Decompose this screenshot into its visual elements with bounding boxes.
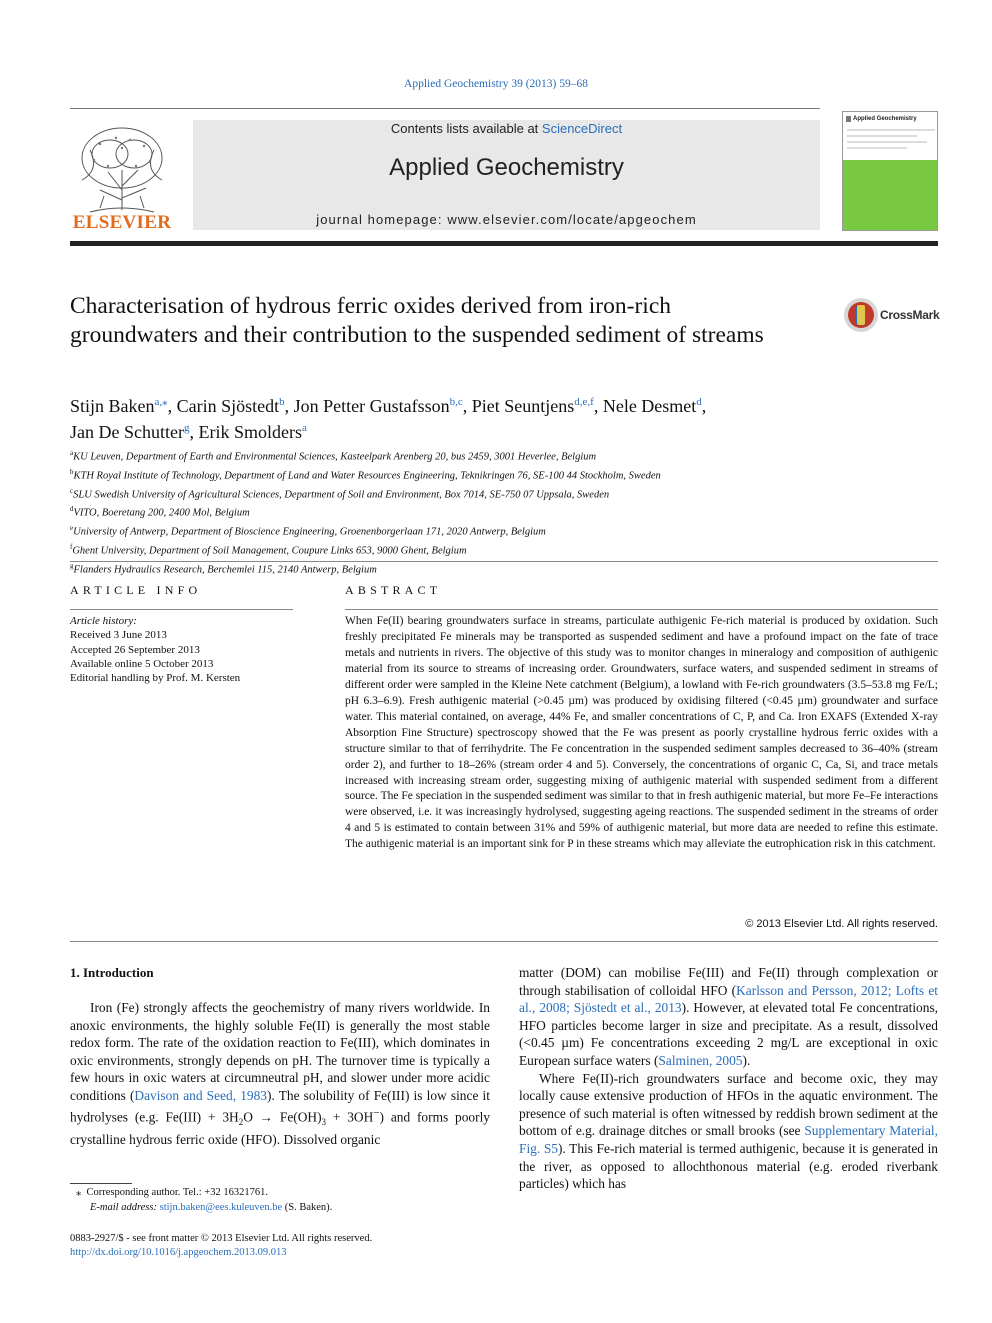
author-affil-marker[interactable]: b,c [449,396,463,408]
article-info-rule [70,609,293,610]
front-matter [70,1232,490,1260]
abstract-bottom-rule [70,941,938,942]
corresponding-author-footnote [70,1186,490,1215]
doi-link[interactable]: http://dx.doi.org/10.1016/j.apgeochem.2013.09.013 [70,1247,287,1258]
author-separator: , [462,396,472,416]
author-affil-marker[interactable]: a [301,422,307,434]
footnote-rule [70,1183,132,1184]
body-column-left [70,999,490,1149]
affiliation-text: University of Antwerp, Department of Bioscience Engineering, Groenenborgerlaan 171, 2020 Antwerp, Belgium [73,526,546,538]
journal-cover-thumbnail[interactable] [842,111,938,231]
author-affil-marker[interactable]: b [279,396,285,408]
elsevier-wordmark: ELSEVIER [72,212,172,233]
crossmark-label[interactable]: CrossMark [880,308,940,322]
subscript: 2 [238,1116,244,1127]
author-name[interactable]: Carin Sjöstedt [176,396,280,416]
affiliation-key: d [70,505,74,514]
cover-logo-icon [846,116,851,122]
body-text: matter (DOM) can mobilise Fe(III) and Fe(II) through complexation or through stabilisation of colloidal HFO ( [519,965,938,998]
cover-text-lines-icon [847,126,935,156]
affiliation-text: Flanders Hydraulics Research, Berchemlei 115, 2140 Antwerp, Belgium [73,564,377,576]
affiliation-text: SLU Swedish University of Agricultural Sciences, Department of Soil and Environment, Box 7014, SE-750 07 Uppsala, Sweden [73,489,610,501]
affiliation [70,502,930,521]
affiliation-key: g [70,561,74,570]
crossmark-icon[interactable] [843,297,879,333]
body-text: Where Fe(II)-rich groundwaters surface and become oxic, they may locally cause extensive production of HFOs in the aquatic environment. The presence of such material is often witnessed by reddish brown sediment at the bottom of e.g. drainage ditches or small brooks (see [519,1070,938,1139]
supplementary-link[interactable]: Supplementary Material, Fig. S5 [519,1123,938,1156]
affiliation-key: b [70,467,74,476]
email-suffix: (S. Baken). [282,1201,333,1213]
citation-link[interactable]: Davison and Seed, 1983 [134,1087,267,1103]
body-text: ). [742,1052,751,1068]
abstract-rule [345,609,938,610]
affiliation [70,540,930,559]
affiliation-key: e [70,524,74,533]
header-rule [70,108,820,109]
paragraph [519,1070,938,1193]
history-item: Available online 5 October 2013 [70,657,214,670]
author-name[interactable]: Erik Smolders [198,422,302,442]
contents-line [193,121,820,136]
author-affil-marker[interactable]: a,⁎ [154,396,168,408]
history-item: Editorial handling by Prof. M. Kersten [70,672,241,685]
introduction-heading: 1. Introduction [70,965,154,980]
affiliation-key: c [70,486,74,495]
article-info-heading: ARTICLE INFO [70,583,202,597]
author-affil-marker[interactable]: g [183,422,190,434]
header-thick-rule [70,241,938,246]
footnote-corresponding: Corresponding author. Tel.: +32 16321761. [86,1187,268,1198]
affiliation-rule [70,561,938,562]
article-history [70,614,330,685]
body-text: Iron (Fe) strongly affects the geochemistry of many rivers worldwide. In anoxic environments, the highly soluble Fe(II) is generally the most stable redox form. The rate of the oxidation reaction to Fe(III), which dominates in oxic environments, strongly depends on pH. The turnover time is typically a few hours in oxic waters at circumneutral pH, and slower under more acidic conditions ( [70,1000,490,1103]
homepage-prefix: journal homepage: [316,212,448,227]
citation-link[interactable]: Karlsson and Persson, 2012; Lofts et al., 2008; Sjöstedt et al., 2013 [519,982,938,1016]
email-link[interactable]: stijn.baken@ees.kuleuven.be [159,1201,283,1213]
author-name[interactable]: Jan De Schutter [70,422,184,442]
body-text: O → Fe(OH) [243,1109,322,1125]
affiliation [70,484,930,503]
affiliation-list [70,446,930,578]
journal-homepage [193,212,820,227]
affiliation [70,465,930,484]
abstract-heading: ABSTRACT [345,583,442,597]
author-list [70,391,930,443]
affiliation-key: a [70,449,74,457]
author-separator: , [284,396,294,416]
issn-line: 0883-2927/$ - see front matter © 2013 Elsevier Ltd. All rights reserved. [70,1233,373,1244]
footnote-marker: ⁎ [76,1187,82,1198]
homepage-url[interactable]: www.elsevier.com/locate/apgeochem [447,212,697,227]
sciencedirect-link[interactable]: ScienceDirect [541,121,623,136]
author-separator: , [189,422,199,442]
article-title: Characterisation of hydrous ferric oxides derived from iron-rich groundwaters and their contribution to the suspended sediment of streams [70,293,764,348]
author-name[interactable]: Stijn Baken [70,396,155,416]
affiliation-key: f [70,542,73,551]
abstract-copyright: © 2013 Elsevier Ltd. All rights reserved. [745,918,938,930]
abstract-text: When Fe(II) bearing groundwaters surface in streams, particulate authigenic Fe-rich material is produced by oxidation. Such freshly precipitated Fe minerals may be transported as suspended sediment and have a profound impact on the fate of trace metals and nutrients in rivers. The objective of this study was to monitor changes in mineralogy and composition of authigenic material from its source to streams of increasing order. Groundwaters, surface waters, and suspended sediment in streams of different order were sampled in the Kleine Nete catchment (Belgium), a lowland with Fe-rich groundwaters (3.5–53.8 mg Fe/L; pH 6.3–6.9). Fresh authigenic material (>0.45 µm) was produced by oxidising filtered (<0.45 µm) groundwater and surface water. This material contained, on average, 44% Fe, and smaller concentrations of C, P, and Ca. Iron EXAFS (Extended X-ray Absorption Fine Structure) spectroscopy showed that the Fe was present as poorly crystalline hydrous ferric oxides with a structure similar to that of ferrihydrite. The Fe concentration in the suspended sediment samples decreased to 36–40% (stream order 2), and further to 18–26% (stream order 4 and 5). Conversely, the concentrations of organic C, Ca, Si, and trace metals increased with increasing stream order, suggesting mixing of authigenic material with suspended sediment from a different source. The Fe speciation in the suspended sediment was similar to that in fresh authigenic material, but more Fe–Fe interactions were observed, i.e. it was increasingly hydrolysed, suggesting ageing reactions. The suspended sediment in the streams of order 4 and 5 is estimated to contain between 31% and 59% of authigenic material, but more data are needed to refine this estimate. The authigenic material is an important sink for P in these streams which may alleviate the eutrophication risk in this catchment. [345,615,938,851]
body-text: ) and forms poorly crystalline hydrous ferric oxide (HFO). Dissolved organic [70,1109,490,1148]
paragraph [519,964,938,1070]
superscript: − [373,1106,380,1119]
author-affil-marker[interactable]: d,e,f [574,396,594,408]
history-item: Accepted 26 September 2013 [70,643,200,656]
author-name[interactable]: Piet Seuntjens [471,396,575,416]
author-separator: , [593,396,603,416]
contents-prefix: Contents lists available at [390,121,542,136]
body-column-right [519,964,938,1193]
history-label: Article history: [70,615,137,627]
history-item: Received 3 June 2013 [70,629,167,642]
affiliation-text: KU Leuven, Department of Earth and Environmental Sciences, Kasteelpark Arenberg 20, bus 2459, 3001 Heverlee, Belgium [73,451,597,463]
author-name[interactable]: Nele Desmet [602,396,697,416]
body-text: + 3OH [326,1109,374,1125]
journal-name: Applied Geochemistry [389,154,624,181]
affiliation [70,521,930,540]
affiliation-text: VITO, Boeretang 200, 2400 Mol, Belgium [73,507,250,519]
affiliation [70,446,930,465]
affiliation-text: KTH Royal Institute of Technology, Department of Land and Water Resources Engineering, Teknikringen 76, SE-100 44 Stockholm, Sweden [73,470,661,482]
affiliation-text: Ghent University, Department of Soil Management, Coupure Links 653, 9000 Ghent, Belgium [72,545,467,557]
author-separator: , [701,396,707,416]
author-separator: , [167,396,177,416]
email-label: E-mail address: [90,1201,160,1213]
citation-link[interactable]: Salminen, 2005 [658,1052,743,1068]
subscript: 3 [321,1116,327,1127]
author-name[interactable]: Jon Petter Gustafsson [293,396,450,416]
body-text: ). The solubility of Fe(III) is low since it hydrolyses (e.g. Fe(III) + 3H [70,1087,490,1125]
cover-journal-name: Applied Geochemistry [853,116,917,122]
body-text: ). This Fe-rich material is termed authigenic, because it is generated in the river, as opposed to allochthonous material (e.g. eroded riverbank particles) which has [519,1140,938,1192]
paragraph [70,999,490,1149]
body-text: ). However, at elevated total Fe concentrations, HFO particles become larger in size and precipitate. As a result, dissolved (<0.45 µm) Fe concentrations exceeding 2 mg/L are exceptional in oxic European surface waters ( [519,1000,939,1068]
author-affil-marker[interactable]: d [696,396,702,408]
journal-citation[interactable]: Applied Geochemistry 39 (2013) 59–68 [404,78,588,90]
